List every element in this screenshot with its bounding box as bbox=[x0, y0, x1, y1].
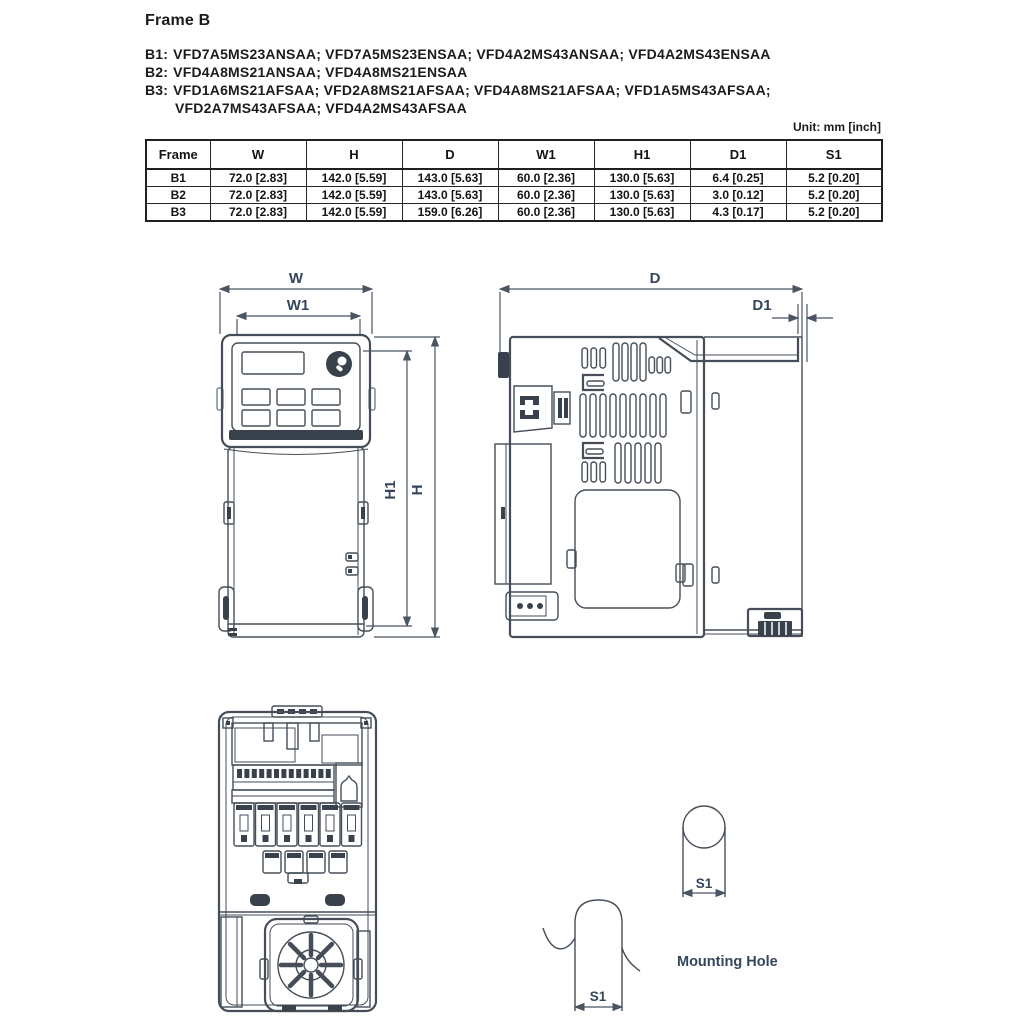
col-header-s1: S1 bbox=[786, 140, 882, 169]
dimension-table bbox=[145, 139, 883, 222]
mounting-flange bbox=[659, 338, 798, 361]
cell: 142.0 [5.59] bbox=[306, 187, 402, 204]
label-h: H bbox=[409, 484, 426, 496]
label-d: D bbox=[649, 270, 661, 287]
cell: 60.0 [2.36] bbox=[498, 187, 594, 204]
cell: 72.0 [2.83] bbox=[210, 204, 306, 222]
heatsink-cover bbox=[567, 490, 685, 608]
cell: 130.0 [5.63] bbox=[594, 187, 690, 204]
model-line-b3-cont bbox=[145, 99, 771, 117]
cell: 130.0 [5.63] bbox=[594, 204, 690, 222]
model-text: VFD1A6MS21AFSAA; VFD2A8MS21AFSAA; VFD4A8MS21AFSAA; VFD1A5MS43AFSAA; bbox=[173, 82, 771, 98]
edge-clips bbox=[681, 391, 719, 586]
table-header-row bbox=[146, 140, 882, 169]
keypad-buttons bbox=[242, 389, 340, 426]
side-clips bbox=[224, 502, 368, 524]
cell: 142.0 [5.59] bbox=[306, 204, 402, 222]
col-header-d1: D1 bbox=[690, 140, 786, 169]
model-list bbox=[145, 45, 771, 117]
conduit-box-profile bbox=[495, 444, 558, 620]
drive-front-outline bbox=[217, 335, 375, 637]
cell: 142.0 [5.59] bbox=[306, 169, 402, 187]
label-h1: H1 bbox=[382, 480, 399, 500]
col-header-d: D bbox=[402, 140, 498, 169]
label-d1: D1 bbox=[752, 297, 772, 314]
upper-compartment bbox=[232, 723, 362, 765]
table-row bbox=[146, 169, 882, 187]
model-prefix: B2: bbox=[145, 64, 169, 80]
model-prefix: B1: bbox=[145, 46, 169, 62]
col-header-h: H bbox=[306, 140, 402, 169]
cell: B3 bbox=[146, 204, 210, 222]
cell: 5.2 [0.20] bbox=[786, 169, 882, 187]
unit-note: Unit: mm [inch] bbox=[793, 120, 881, 134]
vent-slots bbox=[580, 343, 671, 483]
drive-side-outline bbox=[495, 337, 802, 637]
fan-blades bbox=[281, 935, 341, 995]
col-header-frame: Frame bbox=[146, 140, 210, 169]
model-text: VFD2A7MS43AFSAA; VFD4A2MS43AFSAA bbox=[175, 100, 467, 116]
power-terminals bbox=[234, 803, 362, 846]
cell: 72.0 [2.83] bbox=[210, 169, 306, 187]
side-view-drawing bbox=[492, 262, 837, 654]
col-header-h1: H1 bbox=[594, 140, 690, 169]
cell: 143.0 [5.63] bbox=[402, 169, 498, 187]
cooling-fan bbox=[260, 916, 362, 1011]
table-row bbox=[146, 187, 882, 204]
cell: 5.2 [0.20] bbox=[786, 204, 882, 222]
control-terminal-strip bbox=[233, 765, 334, 790]
label-w1: W1 bbox=[286, 297, 310, 314]
table-row bbox=[146, 204, 882, 222]
model-prefix: B3: bbox=[145, 82, 169, 98]
rj45-port bbox=[336, 763, 362, 807]
model-text: VFD7A5MS23ANSAA; VFD7A5MS23ENSAA; VFD4A2MS43ANSAA; VFD4A2MS43ENSAA bbox=[173, 46, 771, 62]
label-w: W bbox=[288, 270, 304, 287]
cell: 60.0 [2.36] bbox=[498, 204, 594, 222]
keypad-display bbox=[242, 352, 304, 374]
cell: 130.0 [5.63] bbox=[594, 169, 690, 187]
cell: 5.2 [0.20] bbox=[786, 187, 882, 204]
cell: 143.0 [5.63] bbox=[402, 187, 498, 204]
cell: 4.3 [0.17] bbox=[690, 204, 786, 222]
cell: B1 bbox=[146, 169, 210, 187]
cell: 3.0 [0.12] bbox=[690, 187, 786, 204]
keyhole-detail bbox=[683, 806, 725, 897]
cell: 6.4 [0.25] bbox=[690, 169, 786, 187]
dimension-d1 bbox=[752, 297, 833, 362]
model-line-b3 bbox=[145, 81, 771, 99]
col-header-w1: W1 bbox=[498, 140, 594, 169]
internal-view-drawing bbox=[212, 703, 384, 1023]
cell: B2 bbox=[146, 187, 210, 204]
cover-slots bbox=[346, 553, 358, 575]
output-connectors bbox=[263, 851, 347, 884]
col-header-w: W bbox=[210, 140, 306, 169]
label-s1-keyhole: S1 bbox=[695, 876, 713, 891]
keypad-knob bbox=[326, 351, 352, 377]
front-view-drawing bbox=[198, 262, 468, 654]
page-title: Frame B bbox=[145, 12, 211, 29]
dimension-w1 bbox=[237, 297, 360, 336]
cell: 159.0 [6.26] bbox=[402, 204, 498, 222]
drive-internal-outline bbox=[219, 706, 376, 1011]
cell: 60.0 [2.36] bbox=[498, 169, 594, 187]
slot-detail bbox=[543, 900, 640, 1011]
mounting-hole-drawing bbox=[540, 782, 830, 1024]
model-text: VFD4A8MS21ANSAA; VFD4A8MS21ENSAA bbox=[173, 64, 468, 80]
rear-foot bbox=[748, 609, 802, 636]
cell: 72.0 [2.83] bbox=[210, 187, 306, 204]
label-s1-slot: S1 bbox=[589, 989, 607, 1004]
mounting-hole-caption: Mounting Hole bbox=[677, 954, 778, 970]
model-line-b2 bbox=[145, 63, 771, 81]
model-line-b1 bbox=[145, 45, 771, 63]
din-clamp bbox=[514, 386, 570, 432]
